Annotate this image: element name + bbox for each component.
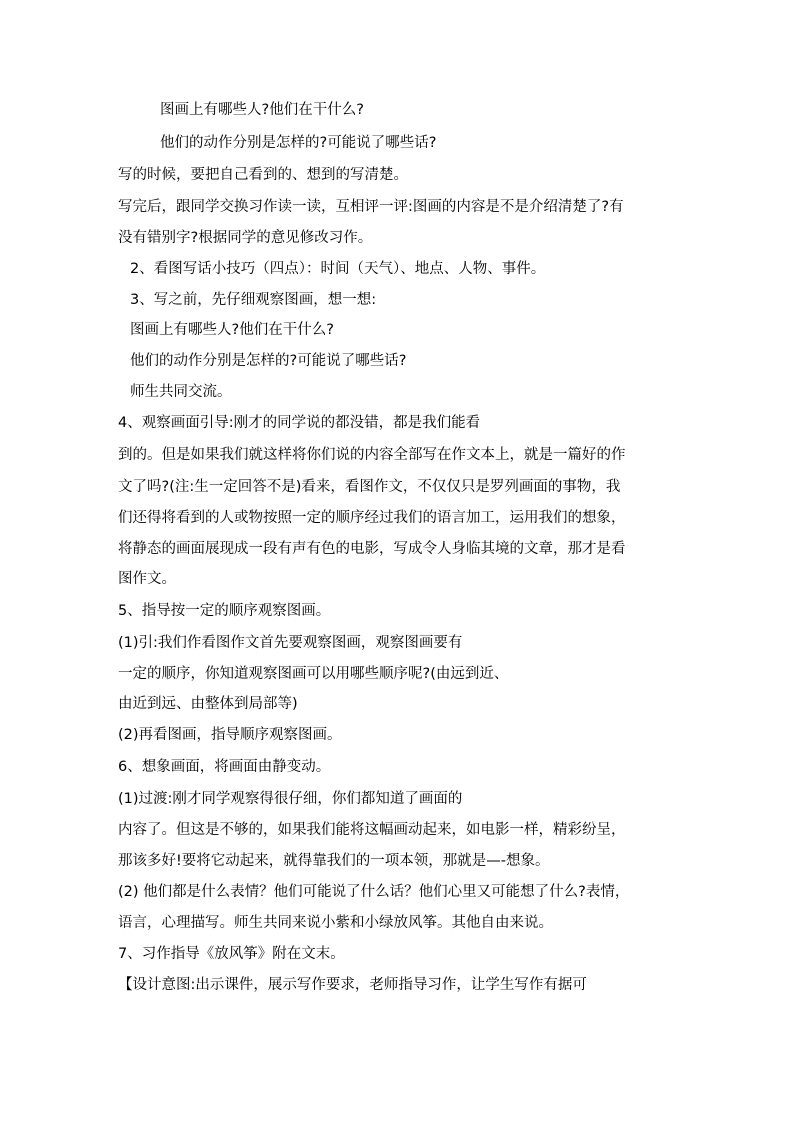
text-line: 内容了。但这是不够的，如果我们能将这幅画动起来，如电影一样，精彩纷呈， (118, 822, 626, 838)
text-line: 将静态的画面展现成一段有声有色的电影，写成令人身临其境的文章，那才是看 (118, 541, 626, 557)
text-line: 写的时候，要把自己看到的、想到的写清楚。 (118, 167, 408, 183)
text-line: (2)再看图画，指导顺序观察图画。 (118, 727, 342, 743)
text-line: 他们的动作分别是怎样的?可能说了哪些话? (160, 135, 437, 151)
text-line: 图画上有哪些人?他们在干什么? (160, 102, 364, 118)
text-line: 们还得将看到的人或物按照一定的顺序经过我们的语言加工，运用我们的想象， (118, 510, 626, 526)
text-line: 2、看图写话小技巧（四点）：时间（天气）、地点、人物、事件。 (130, 261, 546, 277)
text-line: 6、想象画面，将画面由静变动。 (118, 759, 331, 775)
text-line: 文了吗?(注:生一定回答不是)看来，看图作文，不仅仅只是罗列画面的事物，我 (118, 479, 621, 495)
text-line: 由近到远、由整体到局部等) (118, 696, 298, 712)
text-line: (1)引:我们作看图作文首先要观察图画，观察图画要有 (118, 635, 463, 651)
text-line: 7、习作指导《放风筝》附在文末。 (118, 946, 345, 962)
text-line: 【设计意图:出示课件，展示写作要求，老师指导习作，让学生写作有据可 (118, 977, 587, 993)
text-line: (1)过渡:刚才同学观察得很仔细，你们都知道了画面的 (118, 791, 463, 807)
text-line: 5、指导按一定的顺序观察图画。 (118, 603, 331, 619)
text-line: 没有错别字?根据同学的意见修改习作。 (118, 230, 373, 246)
text-line: 3、写之前，先仔细观察图画，想一想: (130, 292, 377, 308)
text-line: 语言，心理描写。师生共同来说小紫和小绿放风筝。其他自由来说。 (118, 915, 553, 931)
text-line: 他们的动作分别是怎样的?可能说了哪些话? (130, 353, 407, 369)
text-line: 师生共同交流。 (130, 384, 232, 400)
text-line: (2) 他们都是什么表情？他们可能说了什么话？他们心里又可能想了什么?表情， (118, 884, 630, 900)
text-line: 那该多好!要将它动起来，就得靠我们的一项本领，那就是—-想象。 (118, 853, 550, 869)
text-line: 图画上有哪些人?他们在干什么? (130, 322, 334, 338)
text-line: 到的。但是如果我们就这样将你们说的内容全部写在作文本上，就是一篇好的作 (118, 447, 626, 463)
text-line: 一定的顺序，你知道观察图画可以用哪些顺序呢?(由远到近、 (118, 666, 509, 682)
text-line: 4、观察画面引导:刚才的同学说的都没错，都是我们能看 (118, 415, 481, 431)
text-line: 写完后，跟同学交换习作读一读，互相评一评:图画的内容是不是介绍清楚了?有 (118, 199, 624, 215)
text-line: 图作文。 (118, 571, 176, 587)
